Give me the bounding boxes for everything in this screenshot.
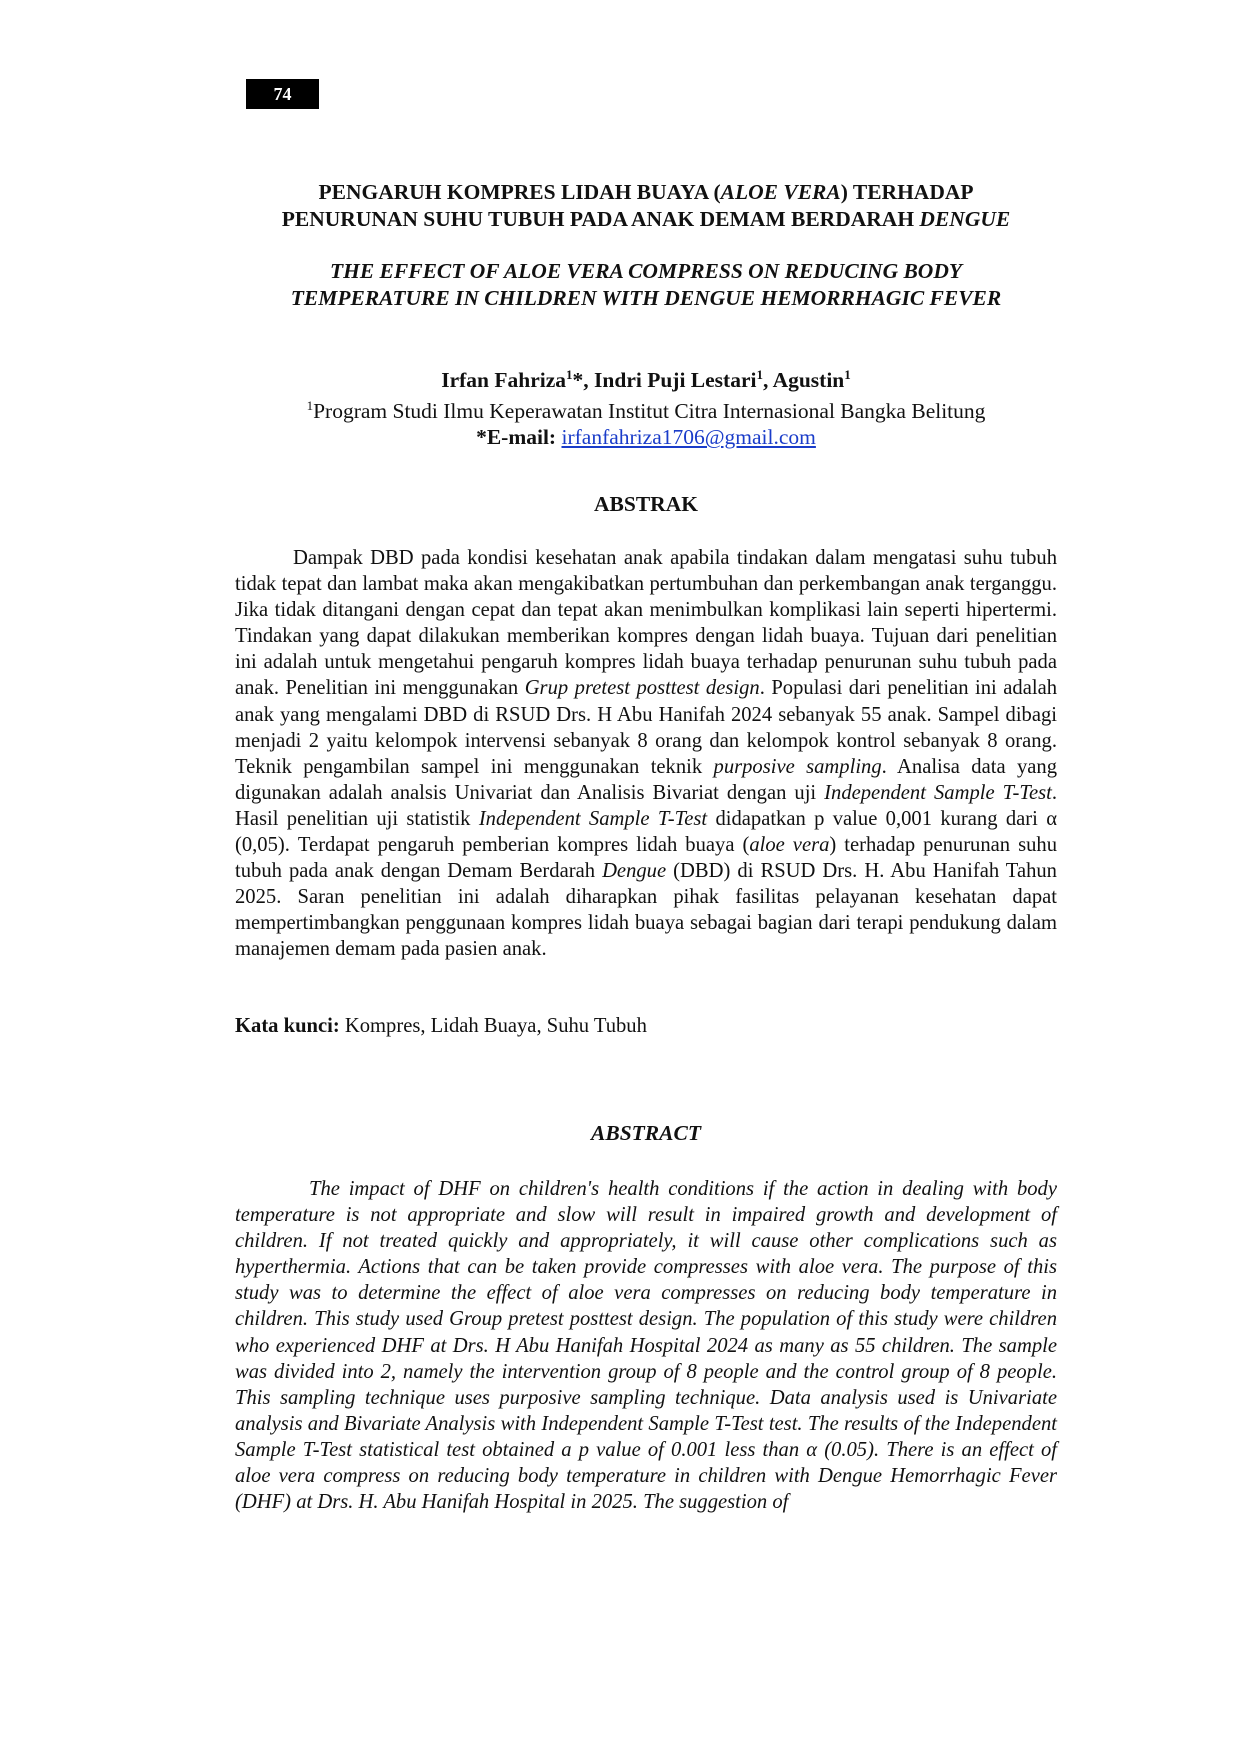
author-affil-sup: 1 xyxy=(844,367,851,382)
abstrak-paragraph xyxy=(235,545,1057,963)
text-run: . Hasil penelitian uji statistik xyxy=(235,781,1057,830)
text-run: Dampak DBD pada kondisi kesehatan anak apabila tindakan dalam mengatasi suhu tubuh tidak tepat dan lambat maka akan mengakibatkan pertumbuhan dan perkembangan anak terganggu. Jika tidak ditangani dengan cepat dan tepat akan menimbulkan komplikasi lain seperti hipertermi. Tindakan yang dapat dilakukan memberikan kompres dengan lidah buaya. Tujuan dari penelitian ini adalah untuk mengetahui pengaruh kompres lidah buaya terhadap penurunan suhu tubuh pada anak. Penelitian ini menggunakan xyxy=(235,547,1057,700)
paper-title xyxy=(235,179,1057,233)
title-en-line-2: TEMPERATURE IN CHILDREN WITH DENGUE HEMORRHAGIC FEVER xyxy=(290,286,1002,310)
author-separator: , xyxy=(762,368,773,393)
keywords-value: Kompres, Lidah Buaya, Suhu Tubuh xyxy=(339,1015,647,1037)
page-number: 74 xyxy=(246,79,319,109)
abstract-body xyxy=(235,1176,1057,1515)
italic-run: Grup pretest posttest design xyxy=(524,677,760,700)
title-line-1 xyxy=(235,179,1057,206)
abstrak-heading: ABSTRAK xyxy=(594,492,698,516)
abstract-heading: ABSTRACT xyxy=(591,1121,701,1145)
text-run: . Analisa data yang digunakan adalah analsis Univariat dan Analisis Bivariat dengan uji xyxy=(235,755,1057,804)
author-affil-sup: 1 xyxy=(566,367,573,382)
author-affil-sup: 1 xyxy=(756,367,763,382)
email-link[interactable]: irfanfahriza1706@gmail.com xyxy=(561,425,816,450)
title-part: PENGARUH KOMPRES LIDAH BUAYA ( xyxy=(318,180,721,204)
corresponding-mark: *, xyxy=(572,368,595,393)
author-name: Agustin xyxy=(772,368,845,393)
paper-title-english xyxy=(235,258,1057,312)
email-line xyxy=(235,424,1057,450)
title-italic-part: DENGUE xyxy=(919,207,1011,231)
author-block xyxy=(235,362,1057,450)
title-part: ) TERHADAP xyxy=(840,180,974,204)
text-run: (DBD) di RSUD Drs. H. Abu Hanifah Tahun 2025. Saran penelitian ini adalah diharapkan pihak fasilitas pelayanan kesehatan dapat mempertimbangkan penggunaan kompres lidah buaya sebagai bagian dari terapi pendukung dalam manajemen demam pada pasien anak. xyxy=(235,860,1057,961)
author-names xyxy=(235,362,1057,393)
title-italic-part: ALOE VERA xyxy=(720,180,841,204)
affiliation xyxy=(235,393,1057,424)
text-run: didapatkan p value 0,001 kurang dari α (0,05). Terdapat pengaruh pemberian kompres lidah buaya ( xyxy=(235,807,1057,857)
italic-run: Independent Sample T-Test xyxy=(478,807,708,830)
keywords-label: Kata kunci: xyxy=(235,1015,340,1037)
italic-run: purposive sampling xyxy=(713,755,882,778)
author-name: Irfan Fahriza xyxy=(441,368,567,393)
title-part: PENURUNAN SUHU TUBUH PADA ANAK DEMAM BERDARAH xyxy=(281,207,920,231)
text-run: . Populasi dari penelitian ini adalah anak yang mengalami DBD di RSUD Drs. H Abu Hanifah 2024 sebanyak 55 anak. Sampel dibagi menjadi 2 yaitu kelompok intervensi sebanyak 8 orang dan kelompok kontrol sebanyak 8 orang. Teknik pengambilan sampel ini menggunakan teknik xyxy=(235,677,1058,778)
italic-run: Dengue xyxy=(602,860,667,883)
title-en-line-1: THE EFFECT OF ALOE VERA COMPRESS ON REDUCING BODY xyxy=(329,259,962,283)
author-name: Indri Puji Lestari xyxy=(594,368,757,393)
text-run: ) terhadap penurunan suhu tubuh pada anak dengan Demam Berdarah xyxy=(235,834,1057,883)
affiliation-sup: 1 xyxy=(306,398,314,414)
affiliation-text: Program Studi Ilmu Keperawatan Institut Citra Internasional Bangka Belitung xyxy=(313,399,986,424)
italic-run: Independent Sample T-Test xyxy=(824,781,1052,804)
keywords xyxy=(235,1015,1057,1038)
italic-run: aloe vera xyxy=(749,834,830,857)
abstrak-body xyxy=(235,545,1057,963)
text-run: The impact of DHF on children's health conditions if the action in dealing with body temperature is not appropriate and slow will result in impaired growth and development of children. If not treated quickly and appropriately, it will cause other complications such as hyperthermia. Actions that can be taken provide compresses with aloe vera. The purpose of this study was to determine the effect of aloe vera compresses on reducing body temperature in children. This study used Group pretest posttest design. The population of this study were children who experienced DHF at Drs. H Abu Hanifah Hospital 2024 as many as 55 children. The sample was divided into 2, namely the intervention group of 8 people and the control group of 8 people. This sampling technique uses purposive sampling technique. Data analysis used is Univariate analysis and Bivariate Analysis with Independent Sample T-Test test. The results of the Independent Sample T-Test statistical test obtained a p value of 0.001 less than α (0.05). There is an effect of aloe vera compress on reducing body temperature in children with Dengue Hemorrhagic Fever (DHF) at Drs. H. Abu Hanifah Hospital in 2025. The suggestion of xyxy=(235,1178,1057,1514)
email-label: *E-mail: xyxy=(476,425,562,450)
abstract-paragraph xyxy=(235,1176,1057,1515)
title-line-2 xyxy=(235,206,1057,233)
